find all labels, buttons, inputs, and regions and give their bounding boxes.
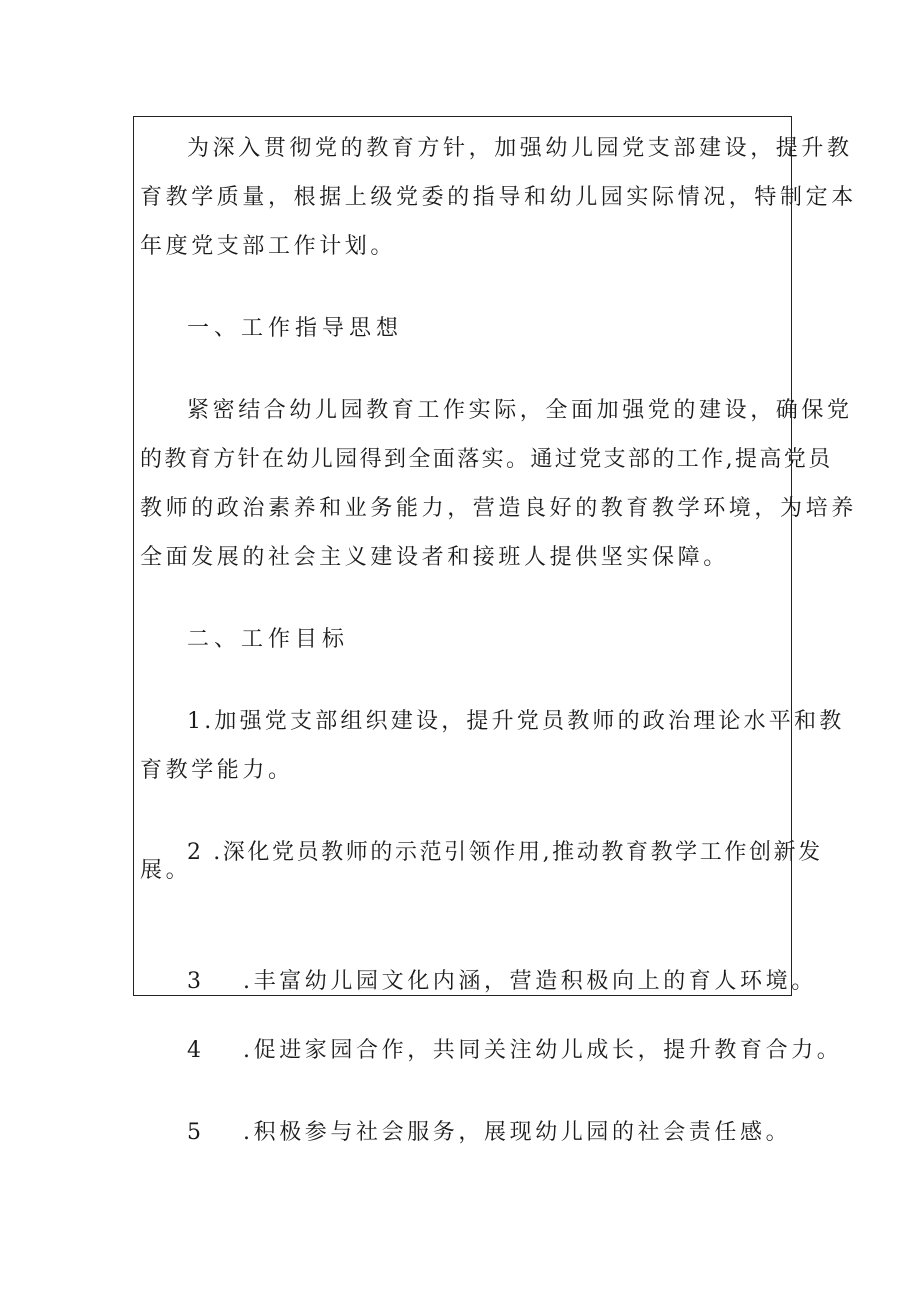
section1-line-1: 紧密结合幼儿园教育工作实际，全面加强党的建设，确保党 <box>187 398 853 423</box>
intro-line-2: 育教学质量，根据上级党委的指导和幼儿园实际情况，特制定本 <box>140 185 857 210</box>
goal-5-number: 5 <box>187 1120 201 1145</box>
goal-5-text: .积极参与社会服务，展现幼儿园的社会责任感。 <box>243 1120 792 1145</box>
goal-4-text: .促进家园合作，共同关注幼儿成长，提升教育合力。 <box>243 1038 843 1063</box>
section1-heading: 一、工作指导思想 <box>187 316 404 341</box>
goal-1-line-1: 1.加强党支部组织建设，提升党员教师的政治理论水平和教 <box>187 709 845 734</box>
section1-line-4: 全面发展的社会主义建设者和接班人提供坚实保障。 <box>140 545 729 570</box>
goal-1-line-2: 育教学能力。 <box>140 758 294 783</box>
goal-2-line-1: 2 .深化党员教师的示范引领作用,推动教育教学工作创新发 <box>187 840 823 865</box>
intro-line-3: 年度党支部工作计划。 <box>140 234 397 259</box>
goal-4-number: 4 <box>187 1038 201 1063</box>
section1-line-3: 教师的政治素养和业务能力，营造良好的教育教学环境，为培养 <box>140 496 857 521</box>
goal-2-line-2: 展。 <box>140 858 192 883</box>
section2-heading: 二、工作目标 <box>187 627 350 652</box>
section1-line-2: 的教育方针在幼儿园得到全面落实。通过党支部的工作,提高党员 <box>140 447 833 472</box>
goal-3-number: 3 <box>187 969 201 994</box>
intro-line-1: 为深入贯彻党的教育方针，加强幼儿园党支部建设，提升教 <box>187 136 853 161</box>
goal-3-text: .丰富幼儿园文化内涵，营造积极向上的育人环境。 <box>243 969 817 994</box>
